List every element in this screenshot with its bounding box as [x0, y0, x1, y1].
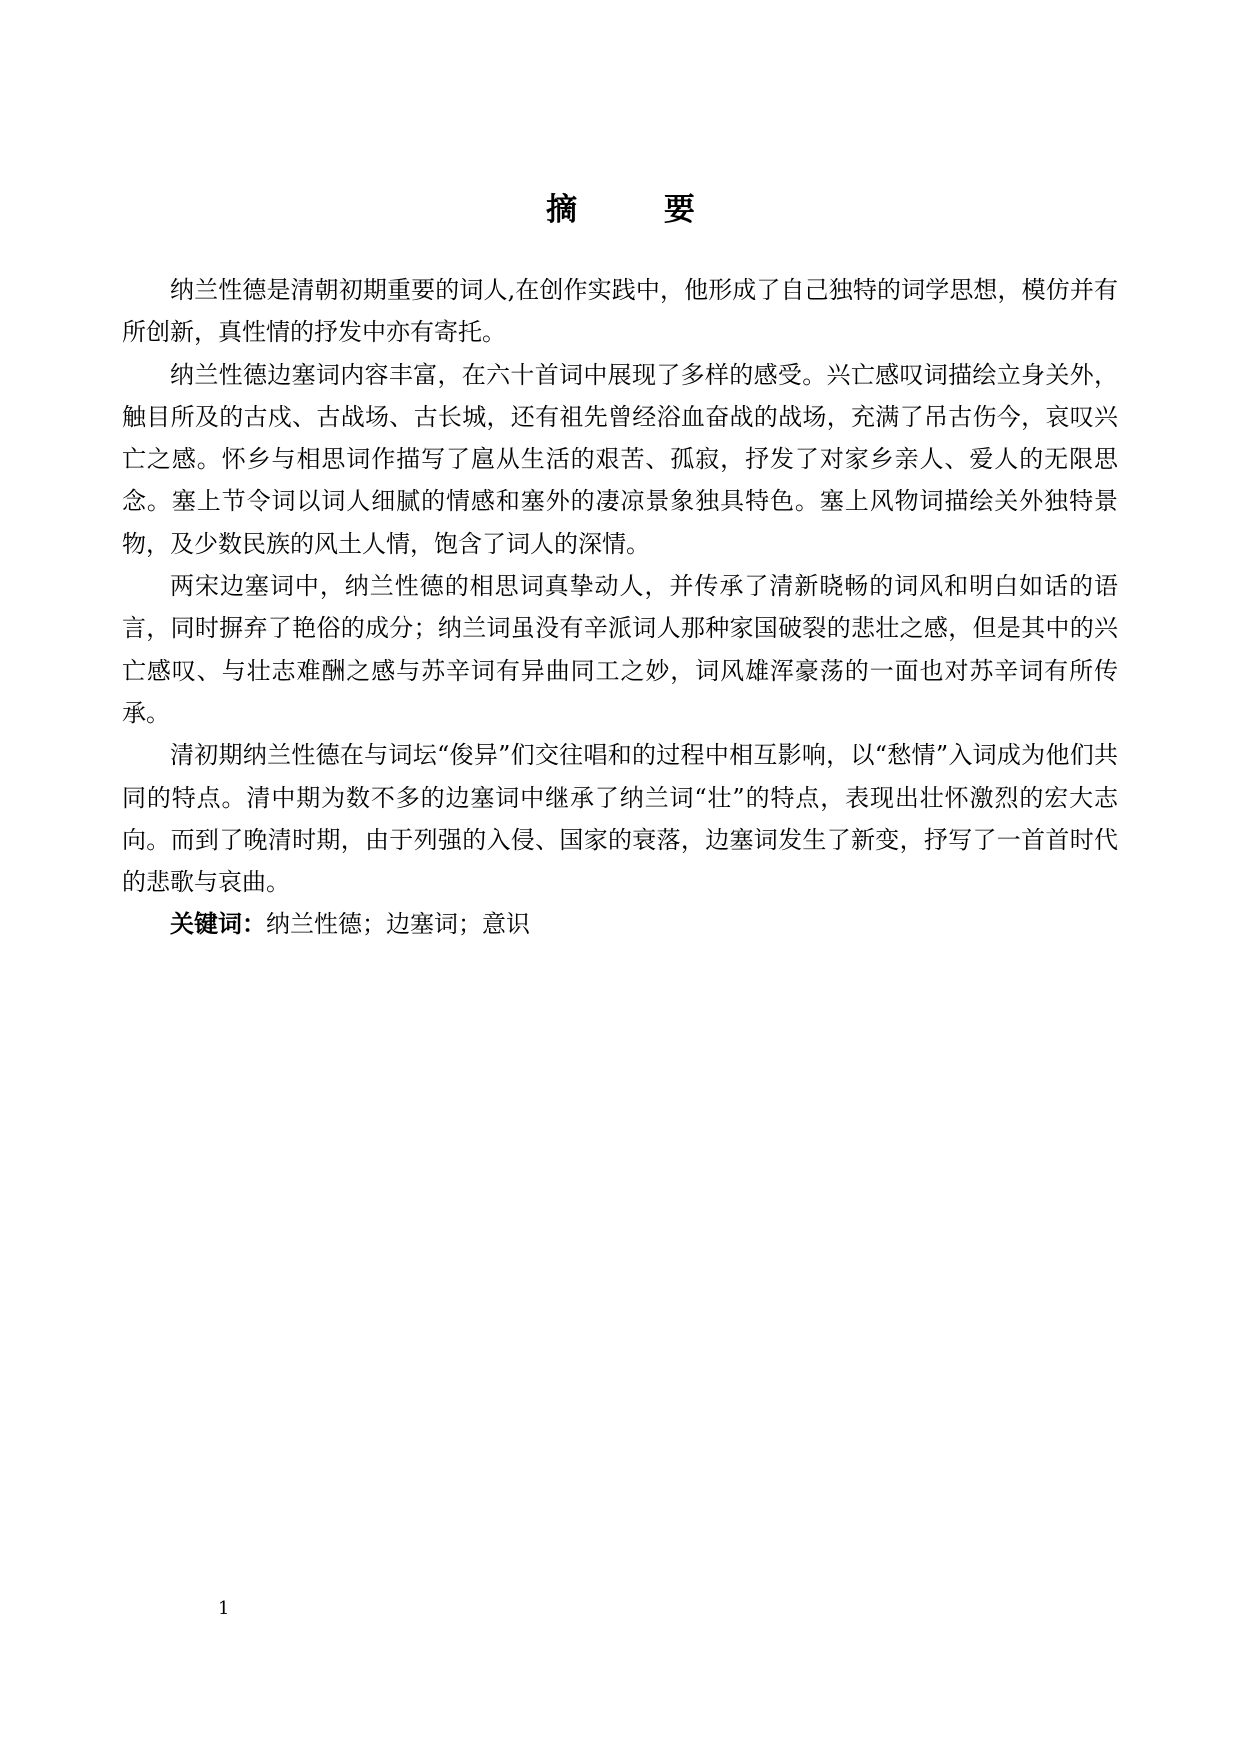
keywords-value: 纳兰性德；边塞词；意识 — [266, 910, 530, 939]
abstract-paragraph-2: 纳兰性德边塞词内容丰富，在六十首词中展现了多样的感受。兴亡感叹词描绘立身关外，触目所及的古戍、古战场、古长城，还有祖先曾经浴血奋战的战场，充满了吊古伤今，哀叹兴亡之感。怀乡与相思词作描写了扈从生活的艰苦、孤寂，抒发了对家乡亲人、爱人的无限思念。塞上节令词以词人细腻的情感和塞外的凄凉景象独具特色。塞上风物词描绘关外独特景物，及少数民族的风土人情，饱含了词人的深情。 — [122, 360, 1118, 558]
page-title: 摘 要 — [546, 192, 733, 228]
abstract-paragraph-3: 两宋边塞词中，纳兰性德的相思词真挚动人，并传承了清新晓畅的词风和明白如话的语言，同时摒弃了艳俗的成分；纳兰词虽没有辛派词人那种家国破裂的悲壮之感，但是其中的兴亡感叹、与壮志难酬之感与苏辛词有异曲同工之妙，词风雄浑豪荡的一面也对苏辛词有所传承。 — [122, 572, 1118, 727]
keywords-line — [122, 903, 1118, 945]
abstract-paragraph-4: 清初期纳兰性德在与词坛“俊异”们交往唱和的过程中相互影响，以“愁情”入词成为他们共同的特点。清中期为数不多的边塞词中继承了纳兰词“壮”的特点，表现出壮怀激烈的宏大志向。而到了晚清时期，由于列强的入侵、国家的衰落，边塞词发生了新变，抒写了一首首时代的悲歌与哀曲。 — [122, 741, 1118, 897]
abstract-paragraph-1: 纳兰性德是清朝初期重要的词人,在创作实践中，他形成了自己独特的词学思想，模仿并有所创新，真性情的抒发中亦有寄托。 — [122, 276, 1118, 347]
keywords-label: 关键词： — [170, 909, 266, 939]
abstract-body — [122, 269, 1118, 946]
page-number: 1 — [218, 1598, 230, 1619]
